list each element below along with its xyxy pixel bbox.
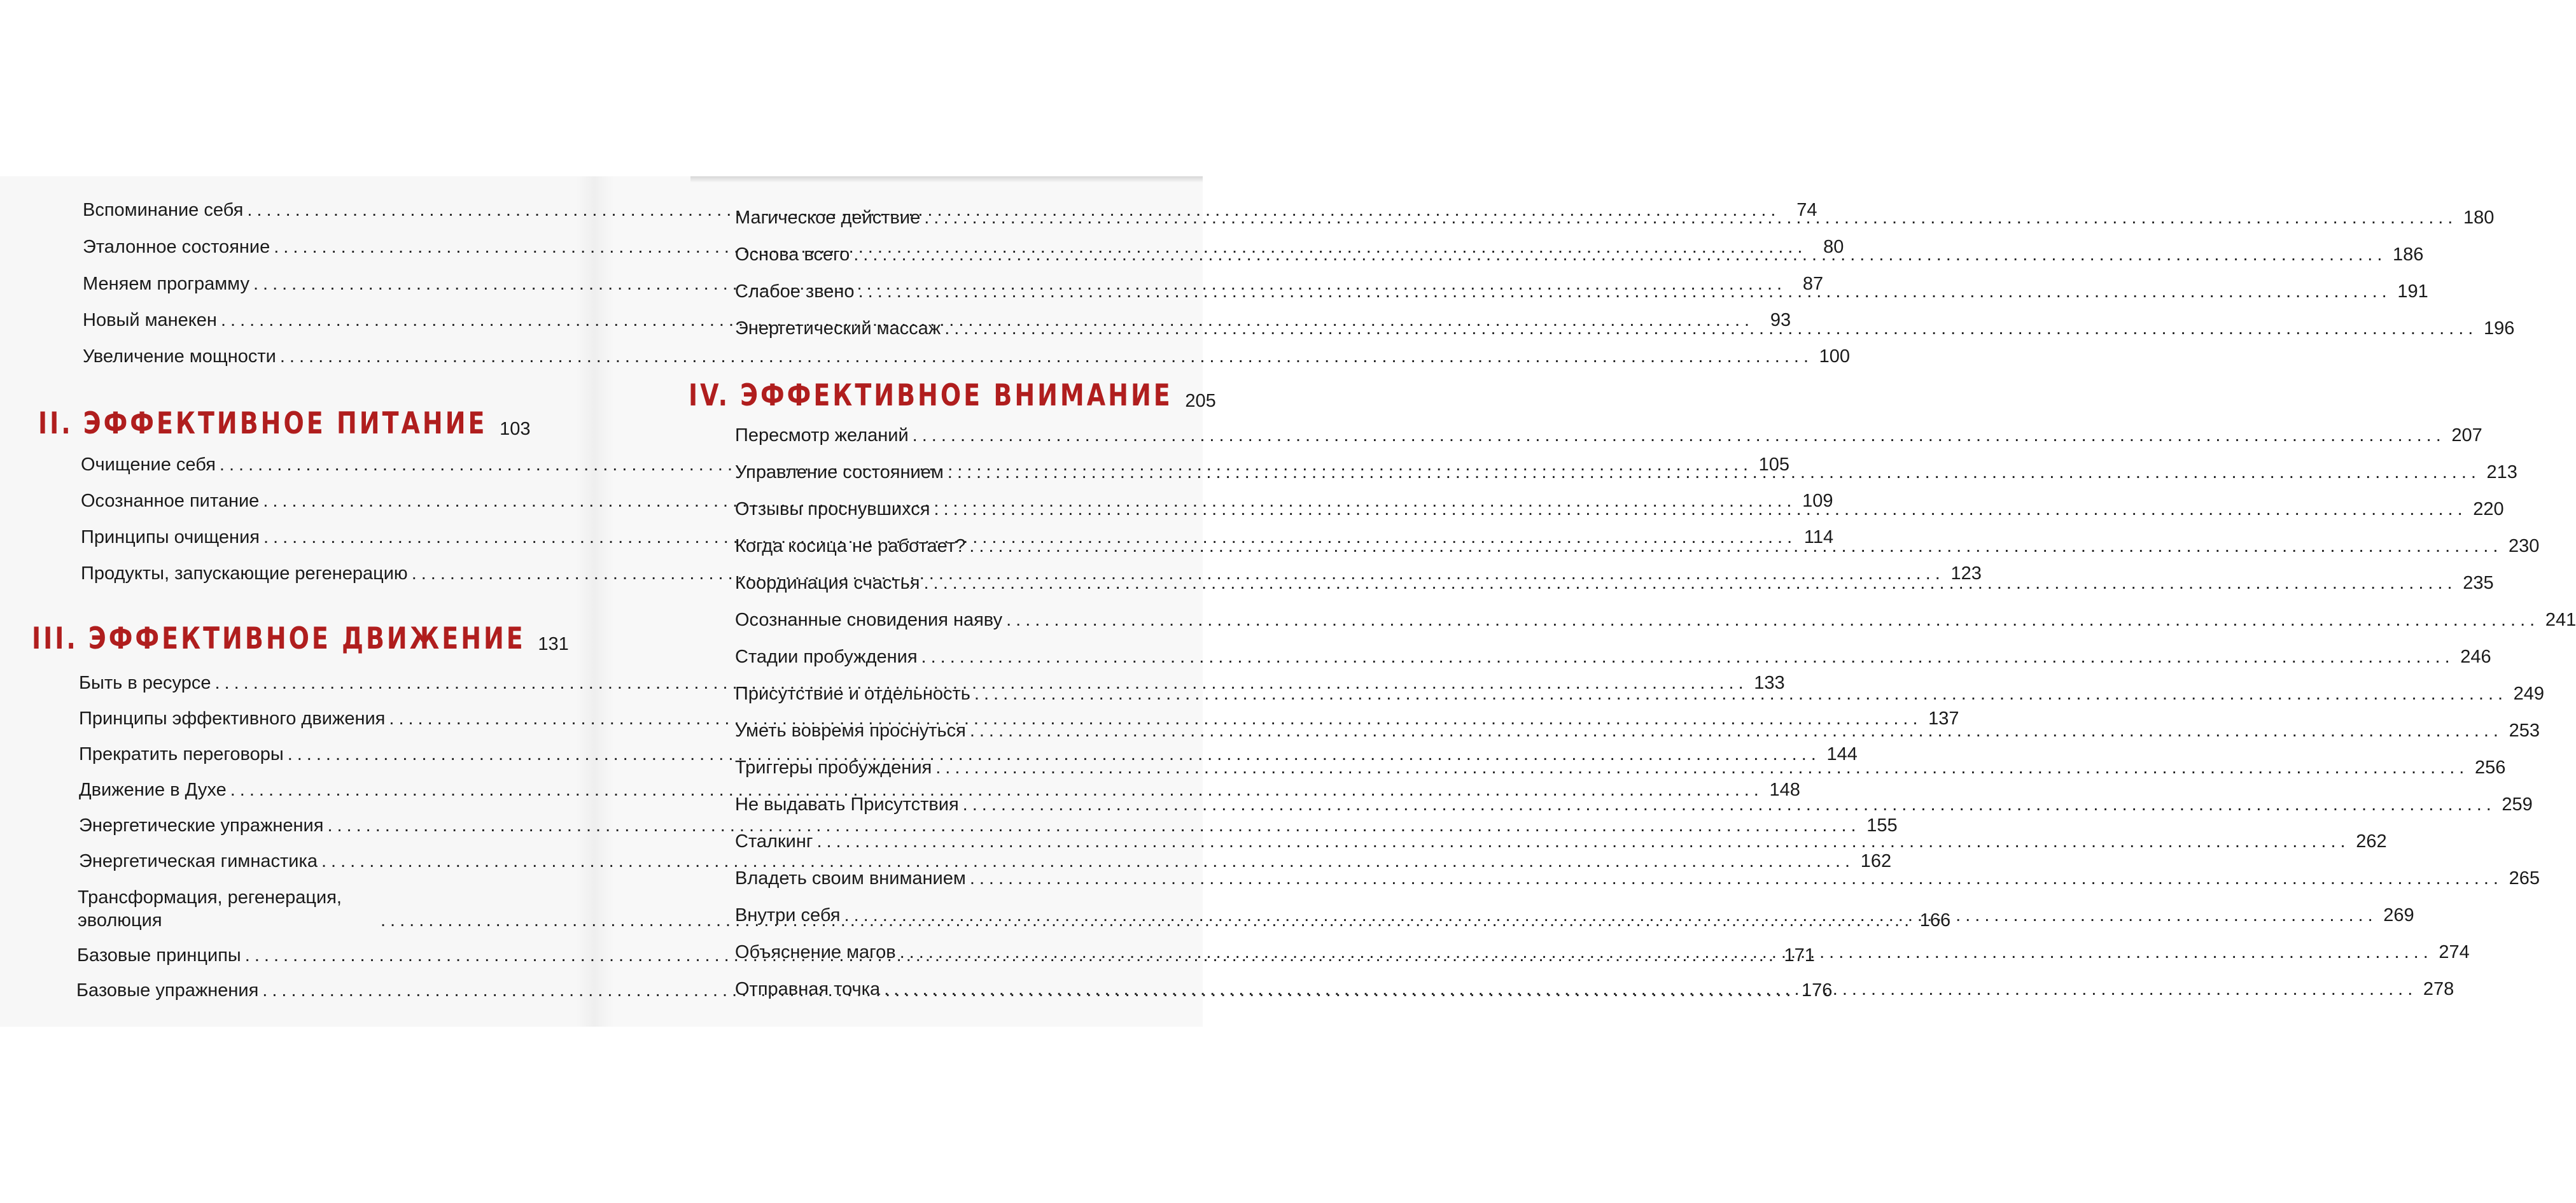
toc-entry-page: 235 [2463, 573, 2494, 593]
toc-entry-title: Принципы очищения [81, 527, 260, 547]
toc-entry-page: 87 [1802, 274, 1824, 294]
section-heading [32, 621, 569, 656]
dot-leader [900, 941, 2433, 964]
toc-entry-title: Пересмотр желаний [735, 425, 909, 446]
toc-entry-title: Присутствие и отдельность [735, 684, 970, 704]
toc-entry-title: Меняем программу [83, 274, 249, 294]
toc-entry-page: 262 [2356, 831, 2387, 852]
toc-entry [83, 345, 1850, 368]
dot-leader [969, 535, 2502, 558]
toc-entry-page: 114 [1803, 527, 1834, 547]
toc-entry-page: 186 [2393, 244, 2424, 265]
toc-entry-title: Осознанное питание [81, 491, 260, 511]
toc-entry-page: 74 [1796, 200, 1817, 220]
dot-leader [935, 756, 2468, 779]
toc-entry-title: Стадии пробуждения [735, 647, 918, 667]
toc-entry-title: Прекратить переговоры [79, 744, 284, 764]
section-number: IV. [689, 377, 731, 412]
toc-entry-title: Базовые упражнения [76, 980, 259, 1001]
toc-entry-title: Объяснение магов [735, 942, 896, 962]
right-page [595, 176, 1203, 1027]
section-page: 205 [1185, 391, 1216, 411]
toc-entry-title: Энергетический массаж [735, 318, 941, 339]
toc-entry-title: Когда косица не работает? [735, 536, 966, 556]
toc-entry-page: 148 [1769, 780, 1800, 800]
section-number: III. [32, 621, 78, 656]
book-gutter [576, 176, 614, 1027]
dot-leader [923, 572, 2456, 594]
toc-entry-title: Энергетические упражнения [79, 815, 324, 836]
dot-leader [816, 830, 2349, 853]
toc-entry-page: 265 [2509, 868, 2540, 889]
section-heading [689, 377, 1216, 412]
toc-entry-title: Быть в ресурсе [79, 673, 211, 693]
toc-entry-page: 220 [2473, 499, 2504, 519]
toc-entry-page: 100 [1819, 346, 1850, 367]
toc-entry [735, 867, 2540, 890]
toc-entry-page: 196 [2483, 318, 2515, 339]
dot-leader [934, 498, 2467, 521]
toc-entry-title: Энергетическая гимнастика [79, 851, 318, 871]
toc-entry-page: 109 [1802, 491, 1833, 511]
toc-entry-page: 274 [2439, 942, 2470, 962]
dot-leader [970, 867, 2503, 890]
toc-entry-title: Новый манекен [83, 310, 217, 330]
toc-entry-title: Управление состоянием [735, 462, 944, 482]
dot-leader [948, 461, 2481, 484]
dot-leader [924, 206, 2457, 229]
toc-entry [735, 756, 2506, 779]
toc-entry-page: 137 [1928, 708, 1959, 729]
toc-entry [735, 424, 2482, 447]
toc-entry [79, 743, 1858, 766]
toc-entry-title: Слабое звено [735, 281, 855, 302]
toc-entry-page: 246 [2460, 647, 2491, 667]
toc-entry-page: 123 [1950, 563, 1982, 584]
toc-entry-title: Увеличение мощности [83, 346, 276, 367]
toc-entry [79, 814, 1898, 837]
toc-entry-page: 207 [2451, 425, 2482, 446]
toc-entry [735, 793, 2533, 816]
toc-entry-page: 155 [1866, 815, 1898, 836]
toc-entry-title: Осознанные сновидения наяву [735, 610, 1003, 630]
toc-entry-title: Внутри себя [735, 905, 841, 925]
toc-entry [79, 707, 1959, 730]
section-page: 131 [538, 634, 569, 654]
toc-entry [735, 719, 2540, 742]
toc-entry-page: 180 [2463, 208, 2495, 228]
toc-entry-page: 105 [1758, 454, 1790, 475]
dot-leader [944, 317, 2477, 340]
toc-entry-page: 191 [2397, 281, 2428, 302]
dot-leader [280, 345, 1813, 368]
page-edge-shadow [690, 176, 1203, 183]
toc-entry-title: Сталкинг [735, 831, 813, 852]
dot-leader [1006, 609, 2539, 631]
toc-entry-page: 278 [2423, 979, 2454, 999]
dot-leader [913, 424, 2446, 447]
dot-leader [921, 645, 2454, 668]
toc-entry-page: 253 [2509, 721, 2540, 741]
toc-entry-page: 269 [2383, 905, 2414, 925]
toc-entry [79, 778, 1800, 801]
toc-entry-page: 133 [1754, 673, 1785, 693]
toc-entry-title: Отзывы проснувшихся [735, 499, 930, 519]
toc-entry-title: Уметь вовремя проснуться [735, 721, 966, 741]
toc-entry-title: Продукты, запускающие регенерацию [81, 563, 408, 584]
toc-entry-title: Основа всего [735, 244, 850, 265]
section-number: II. [38, 405, 73, 440]
toc-entry-title: Трансформация, регенерация, эволюция [78, 887, 342, 931]
dot-leader [853, 243, 2386, 266]
toc-entry [735, 645, 2491, 668]
dot-leader [963, 793, 2496, 816]
section-title: ЭФФЕКТИВНОЕ ДВИЖЕНИЕ [88, 621, 526, 656]
toc-entry-page: 249 [2513, 684, 2545, 704]
toc-entry-title: Принципы эффективного движения [79, 708, 386, 729]
toc-entry [735, 609, 2576, 631]
toc-entry-title: Отправная точка [735, 979, 881, 999]
toc-entry-page: 230 [2509, 536, 2540, 556]
toc-entry-title: Вспоминание себя [83, 200, 244, 220]
toc-entry-page: 213 [2486, 462, 2517, 482]
toc-entry-page: 259 [2502, 794, 2533, 815]
toc-entry-title: Магическое действие [735, 208, 921, 228]
toc-entry-page: 241 [2545, 610, 2576, 630]
toc-entry-page: 80 [1823, 237, 1844, 257]
dot-leader [974, 682, 2507, 705]
section-title: ЭФФЕКТИВНОЕ ПИТАНИЕ [83, 405, 487, 440]
toc-entry-title: Триггеры пробуждения [735, 757, 932, 778]
toc-entry-page: 162 [1860, 851, 1892, 871]
section-page: 103 [500, 419, 531, 439]
toc-entry-title: Владеть своим вниманием [735, 868, 966, 889]
toc-entry-page: 93 [1770, 310, 1791, 330]
toc-entry-page: 176 [1802, 980, 1833, 1001]
toc-entry-page: 166 [1919, 910, 1951, 931]
dot-leader [970, 719, 2503, 742]
dot-leader [884, 978, 2417, 1001]
toc-entry-title: Эталонное состояние [83, 237, 270, 257]
toc-entry [79, 850, 1892, 873]
toc-entry-page: 144 [1826, 744, 1858, 764]
dot-leader [844, 904, 2377, 927]
toc-entry-title: Не выдавать Присутствия [735, 794, 959, 815]
section-heading [38, 405, 531, 440]
toc-entry-page: 256 [2474, 757, 2506, 778]
dot-leader [858, 280, 2391, 303]
toc-entry-title: Координация счастья [735, 573, 920, 593]
toc-entry-title: Очищение себя [81, 454, 216, 475]
toc-entry-title: Базовые принципы [77, 945, 241, 966]
toc-entry-page: 171 [1784, 945, 1815, 966]
toc-entry-title: Движение в Духе [79, 780, 227, 800]
section-title: ЭФФЕКТИВНОЕ ВНИМАНИЕ [740, 377, 1173, 412]
toc-entry [735, 830, 2387, 853]
